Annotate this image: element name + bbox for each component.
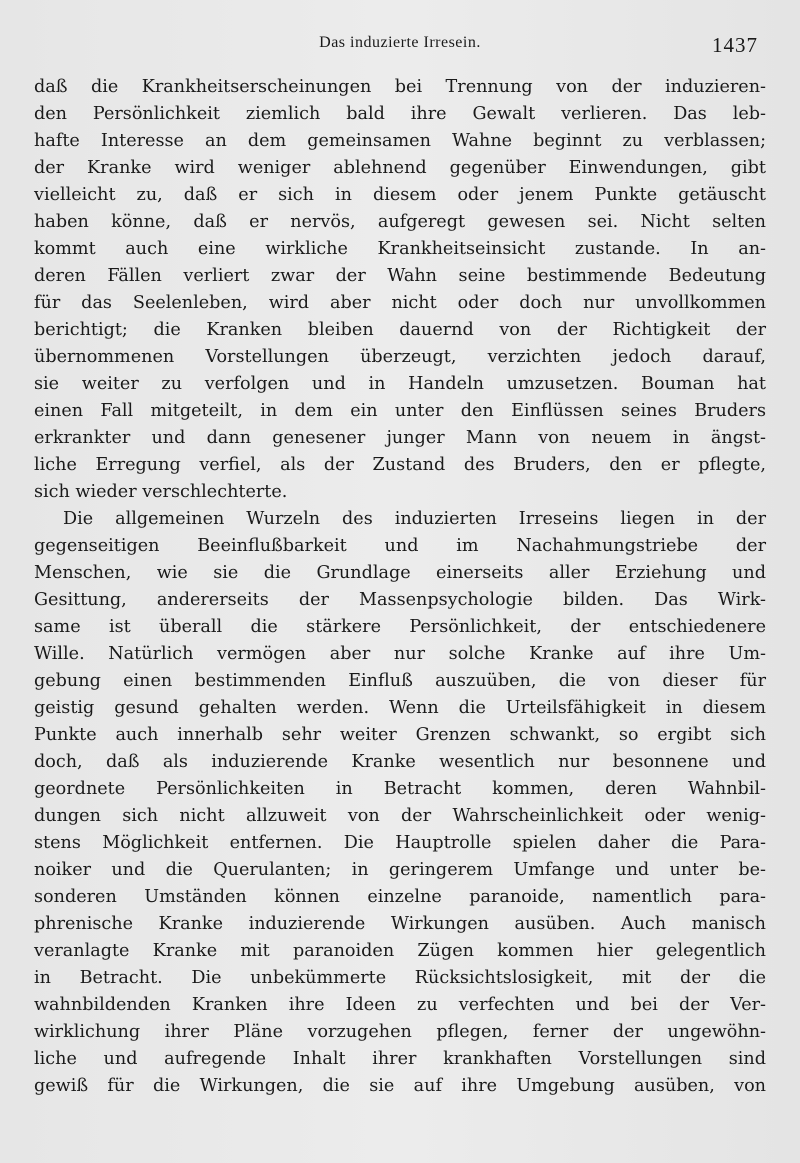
text-line: berichtigt; die Kranken bleiben dauernd von der Richtigkeit der xyxy=(34,320,766,340)
text-line: sich wieder verschlechterte. xyxy=(34,482,288,502)
text-line: geordnete Persönlichkeiten in Betracht kommen, deren Wahnbil- xyxy=(34,779,766,799)
text-line: in Betracht. Die unbekümmerte Rücksichtslosigkeit, mit der die xyxy=(34,968,766,988)
text-line: doch, daß als induzierende Kranke wesentlich nur besonnene und xyxy=(34,752,766,772)
text-line: Wille. Natürlich vermögen aber nur solche Kranke auf ihre Um- xyxy=(34,644,766,664)
text-line: phrenische Kranke induzierende Wirkungen ausüben. Auch manisch xyxy=(34,914,766,934)
text-line: einen Fall mitgeteilt, in dem ein unter den Einflüssen seines Bruders xyxy=(34,401,766,421)
text-line: übernommenen Vorstellungen überzeugt, verzichten jedoch darauf, xyxy=(34,347,766,367)
text-line: Menschen, wie sie die Grundlage einerseits aller Erziehung und xyxy=(34,563,766,583)
text-line: gebung einen bestimmenden Einfluß auszuüben, die von dieser für xyxy=(34,671,766,691)
text-line: sonderen Umständen können einzelne paranoide, namentlich para- xyxy=(34,887,766,907)
text-line: der Kranke wird weniger ablehnend gegenüber Einwendungen, gibt xyxy=(34,158,766,178)
text-line: Punkte auch innerhalb sehr weiter Grenzen schwankt, so ergibt sich xyxy=(34,725,766,745)
text-line: Gesittung, andererseits der Massenpsychologie bilden. Das Wirk- xyxy=(34,590,766,610)
text-line: liche und aufregende Inhalt ihrer krankhaften Vorstellungen sind xyxy=(34,1049,766,1069)
running-header: Das induzierte Irresein. xyxy=(319,34,481,51)
text-line: sie weiter zu verfolgen und in Handeln umzusetzen. Bouman hat xyxy=(34,374,766,394)
text-line: gewiß für die Wirkungen, die sie auf ihre Umgebung ausüben, von xyxy=(34,1076,766,1096)
page-number: 1437 xyxy=(712,33,758,57)
text-line: veranlagte Kranke mit paranoiden Zügen kommen hier gelegentlich xyxy=(34,941,766,961)
text-line: liche Erregung verfiel, als der Zustand des Bruders, den er pflegte, xyxy=(34,455,766,475)
text-line: kommt auch eine wirkliche Krankheitseinsicht zustande. In an- xyxy=(34,239,766,259)
text-line: noiker und die Querulanten; in geringerem Umfange und unter be- xyxy=(34,860,766,880)
text-line: same ist überall die stärkere Persönlichkeit, der entschiedenere xyxy=(34,617,766,637)
text-line: Die allgemeinen Wurzeln des induzierten Irreseins liegen in der xyxy=(63,509,766,529)
text-line: gegenseitigen Beeinflußbarkeit und im Nachahmungstriebe der xyxy=(34,536,766,556)
text-line: für das Seelenleben, wird aber nicht oder doch nur unvollkommen xyxy=(34,293,766,313)
text-line: geistig gesund gehalten werden. Wenn die Urteilsfähigkeit in diesem xyxy=(34,698,766,718)
text-line: erkrankter und dann genesener junger Mann von neuem in ängst- xyxy=(34,428,766,448)
text-line: wirklichung ihrer Pläne vorzugehen pflegen, ferner der ungewöhn- xyxy=(34,1022,766,1042)
text-line: vielleicht zu, daß er sich in diesem oder jenem Punkte getäuscht xyxy=(34,185,766,205)
body-text xyxy=(34,74,766,1100)
text-line: daß die Krankheitserscheinungen bei Trennung von der induzieren- xyxy=(34,77,766,97)
text-line: den Persönlichkeit ziemlich bald ihre Gewalt verlieren. Das leb- xyxy=(34,104,766,124)
text-line: dungen sich nicht allzuweit von der Wahrscheinlichkeit oder wenig- xyxy=(34,806,766,826)
text-line: hafte Interesse an dem gemeinsamen Wahne beginnt zu verblassen; xyxy=(34,131,766,151)
text-line: stens Möglichkeit entfernen. Die Hauptrolle spielen daher die Para- xyxy=(34,833,766,853)
text-line: haben könne, daß er nervös, aufgeregt gewesen sei. Nicht selten xyxy=(34,212,766,232)
text-line: deren Fällen verliert zwar der Wahn seine bestimmende Bedeutung xyxy=(34,266,766,286)
text-line: wahnbildenden Kranken ihre Ideen zu verfechten und bei der Ver- xyxy=(34,995,766,1015)
